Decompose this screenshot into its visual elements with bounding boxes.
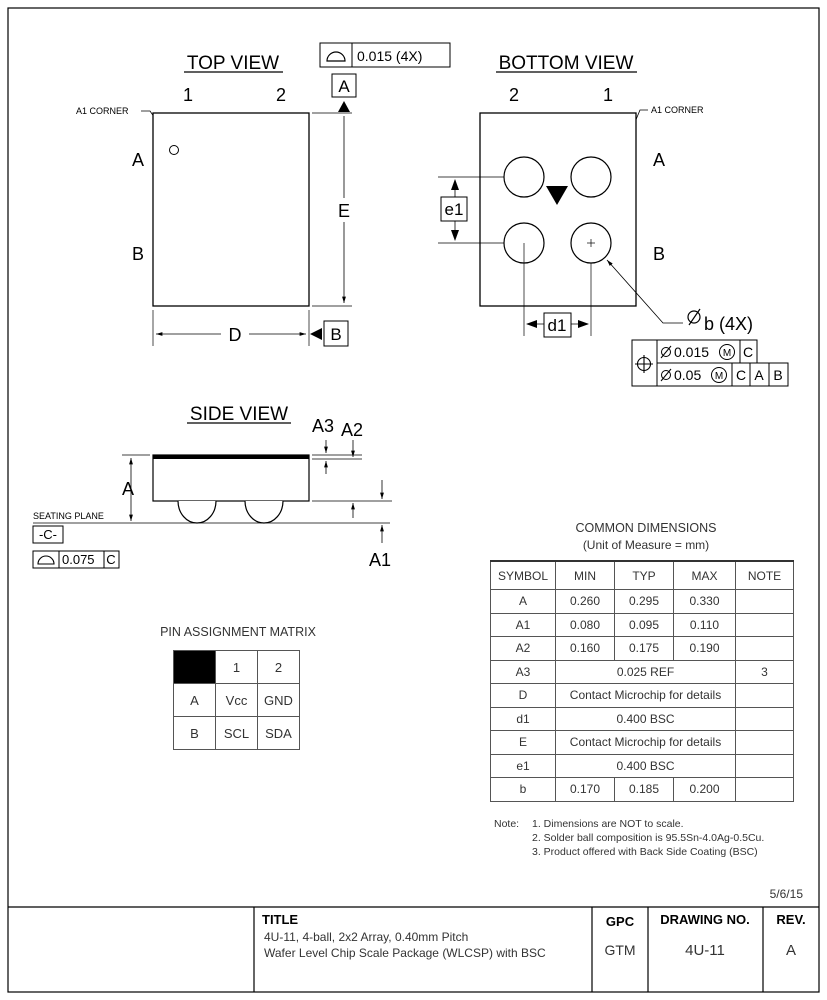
dims-header-typ: TYP: [615, 561, 674, 590]
dims-subtitle: (Unit of Measure = mm): [582, 538, 710, 552]
drawing-date: 5/6/15: [769, 887, 803, 901]
pin-row-label: A: [174, 684, 216, 717]
top-row-a: A: [131, 150, 145, 170]
back-side-coating: [153, 455, 309, 459]
dims-span-value: Contact Microchip for details: [556, 731, 736, 755]
dims-symbol: A1: [491, 613, 556, 637]
dim-b-label: b (4X): [704, 314, 754, 334]
dims-note: 3: [736, 660, 794, 684]
dim-a1-label: A1: [368, 550, 392, 570]
table-row: [491, 684, 794, 708]
title-block: [8, 907, 819, 992]
pos2-datum-1: C: [735, 367, 747, 383]
bottom-row-b: B: [652, 244, 666, 264]
bottom-view-title: BOTTOM VIEW: [498, 53, 634, 74]
dims-note: [736, 637, 794, 661]
drawing-no-label: DRAWING NO.: [660, 912, 750, 927]
dims-max: 0.190: [674, 637, 736, 661]
note-item: 3. Product offered with Back Side Coating (BSC): [532, 846, 758, 858]
dims-max: 0.200: [674, 778, 736, 802]
drawing-no-value: 4U-11: [685, 942, 725, 959]
notes-label: Note:: [494, 818, 520, 830]
sheet-border: [8, 8, 819, 992]
common-dimensions-table: [490, 560, 794, 802]
datum-c-label: -C-: [38, 527, 58, 542]
mmc-icon-2: M: [714, 371, 724, 382]
pin-b2: SDA: [258, 717, 300, 750]
side-ball-2: [245, 501, 283, 523]
pos2-datum-3: B: [773, 367, 783, 383]
pin-a2: GND: [258, 684, 300, 717]
dim-a2-label: A2: [340, 420, 364, 440]
table-row: [491, 590, 794, 614]
dim-e1-label: e1: [444, 200, 464, 219]
table-row: [491, 778, 794, 802]
side-view: [33, 404, 392, 570]
dims-symbol: e1: [491, 754, 556, 778]
bottom-col-2: 2: [508, 85, 520, 105]
dims-typ: 0.185: [615, 778, 674, 802]
pin-b1: SCL: [216, 717, 258, 750]
dims-span-value: 0.400 BSC: [556, 754, 736, 778]
position-tolerance-frame: [632, 340, 788, 386]
bottom-package-outline: [480, 113, 636, 306]
dims-symbol: b: [491, 778, 556, 802]
dims-note: [736, 684, 794, 708]
dim-a-label: A: [121, 479, 135, 499]
dims-symbol: D: [491, 684, 556, 708]
top-col-2: 2: [275, 85, 287, 105]
dims-note: [736, 613, 794, 637]
rev-label: REV.: [776, 912, 806, 927]
table-row: [174, 684, 300, 717]
dims-header-note: NOTE: [736, 561, 794, 590]
dims-max: 0.110: [674, 613, 736, 637]
top-profile-value: 0.015 (4X): [357, 48, 423, 64]
bottom-view: [438, 53, 788, 386]
dims-span-value: Contact Microchip for details: [556, 684, 736, 708]
dims-typ: 0.175: [615, 637, 674, 661]
datum-b-label: B: [330, 325, 342, 344]
mmc-icon-1: M: [722, 348, 732, 359]
dim-d1-label: d1: [547, 316, 567, 335]
dims-header-max: MAX: [674, 561, 736, 590]
ball-a1: [571, 157, 611, 197]
gpc-label: GPC: [605, 914, 635, 929]
pin-matrix-title: PIN ASSIGNMENT MATRIX: [160, 625, 316, 639]
top-package-outline: [153, 113, 309, 306]
dims-note: [736, 778, 794, 802]
dims-span-value: 0.025 REF: [556, 660, 736, 684]
table-row: [174, 717, 300, 750]
dim-d-label: D: [228, 325, 242, 345]
note-item: 2. Solder ball composition is 95.5Sn-4.0Ag-0.5Cu.: [532, 832, 765, 844]
table-row: [491, 660, 794, 684]
dims-header-min: MIN: [556, 561, 615, 590]
table-row: [491, 731, 794, 755]
title-line-1: 4U-11, 4-ball, 2x2 Array, 0.40mm Pitch: [264, 930, 469, 944]
dims-header-symbol: SYMBOL: [491, 561, 556, 590]
pin-col-1: 1: [216, 651, 258, 684]
bottom-row-a: A: [652, 150, 666, 170]
seating-plane-label: SEATING PLANE: [33, 511, 104, 521]
dims-symbol: A2: [491, 637, 556, 661]
side-ball-1: [178, 501, 216, 523]
dims-title: COMMON DIMENSIONS: [575, 521, 717, 535]
dims-max: 0.330: [674, 590, 736, 614]
dims-typ: 0.295: [615, 590, 674, 614]
bottom-a1-corner: A1 CORNER: [651, 105, 704, 115]
dims-symbol: d1: [491, 707, 556, 731]
rev-value: A: [785, 942, 797, 959]
title-line-2: Wafer Level Chip Scale Package (WLCSP) with BSC: [264, 946, 546, 960]
dims-note: [736, 590, 794, 614]
dims-min: 0.260: [556, 590, 615, 614]
top-col-1: 1: [182, 85, 194, 105]
pos2-datum-2: A: [754, 367, 764, 383]
dim-a3-label: A3: [311, 416, 335, 436]
top-a1-corner: A1 CORNER: [76, 106, 129, 116]
dim-e-label: E: [337, 201, 351, 221]
datum-a-label: A: [338, 77, 350, 96]
title-label: TITLE: [262, 912, 299, 927]
note-item: 1. Dimensions are NOT to scale.: [532, 818, 684, 830]
pin-col-2: 2: [258, 651, 300, 684]
dims-span-value: 0.400 BSC: [556, 707, 736, 731]
bottom-col-1: 1: [602, 85, 614, 105]
dims-min: 0.160: [556, 637, 615, 661]
side-view-title: SIDE VIEW: [189, 404, 289, 425]
side-package-body: [153, 455, 309, 501]
pos1-datum: C: [742, 344, 754, 360]
table-row: [491, 707, 794, 731]
dims-note: [736, 754, 794, 778]
pos1-value: 0.015: [674, 344, 710, 360]
table-row: [491, 613, 794, 637]
dims-symbol: A3: [491, 660, 556, 684]
top-row-b: B: [131, 244, 145, 264]
dims-note: [736, 731, 794, 755]
dims-note: [736, 707, 794, 731]
seating-profile-value: 0.075: [62, 552, 95, 567]
pin-a1: Vcc: [216, 684, 258, 717]
top-view-title: TOP VIEW: [186, 53, 280, 74]
table-row: [491, 754, 794, 778]
gpc-value: GTM: [604, 942, 636, 958]
ball-a2: [504, 157, 544, 197]
pin-row-label: B: [174, 717, 216, 750]
dims-header-row: [491, 561, 794, 590]
table-row: [491, 637, 794, 661]
seating-profile-datum: C: [106, 552, 116, 567]
pos2-value: 0.05: [674, 367, 702, 383]
top-view: [76, 43, 450, 346]
dims-min: 0.080: [556, 613, 615, 637]
dims-symbol: E: [491, 731, 556, 755]
dims-min: 0.170: [556, 778, 615, 802]
pin-matrix-corner: [174, 651, 216, 684]
pin-header-row: [174, 651, 300, 684]
pin-assignment-table: [173, 650, 300, 750]
dims-typ: 0.095: [615, 613, 674, 637]
dims-symbol: A: [491, 590, 556, 614]
